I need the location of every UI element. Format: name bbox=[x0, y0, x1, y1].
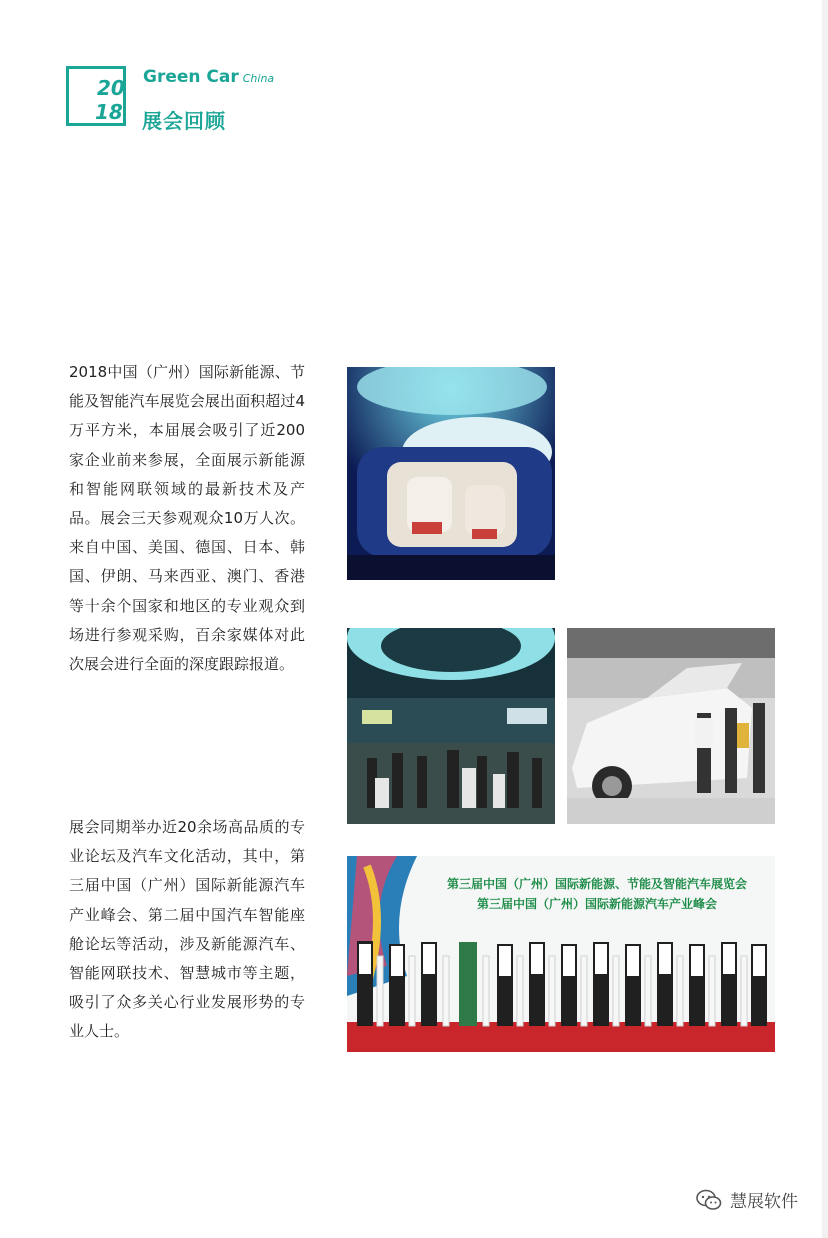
logo-year-box bbox=[66, 66, 126, 126]
banner-line-1: 第三届中国（广州）国际新能源、节能及智能汽车展览会 bbox=[446, 877, 748, 891]
events-paragraph: 展会同期举办近20余场高品质的专业论坛及汽车文化活动，其中，第三届中国（广州）国际新能源汽车产业峰会、第二届中国汽车智能座舱论坛等活动，涉及新能源汽车、智能网联技术、智慧城市等主题，吸引了众多关心行业发展形势的专业人士。 bbox=[69, 818, 305, 1041]
photo-concept-car bbox=[347, 367, 555, 580]
logo-year-bottom: 18 bbox=[95, 100, 123, 124]
brand-main: Green Car bbox=[143, 67, 239, 87]
watermark-text: 慧展软件 bbox=[730, 1192, 798, 1212]
watermark bbox=[696, 1187, 798, 1212]
photo-exhibition-hall bbox=[347, 628, 555, 824]
brand-sub: China bbox=[242, 72, 275, 85]
section-title: 展会回顾 bbox=[142, 109, 226, 133]
logo-year-top: 20 bbox=[97, 76, 125, 100]
banner-line-2: 第三届中国（广州）国际新能源汽车产业峰会 bbox=[476, 897, 718, 911]
wechat-icon bbox=[696, 1189, 722, 1211]
page-edge bbox=[822, 0, 828, 1238]
intro-paragraph: 2018中国（广州）国际新能源、节能及智能汽车展览会展出面积超过4万平方米，本届展会吸引了近200家企业前来参展，全面展示新能源和智能网联领域的最新技术及产品。展会三天参观观众10万人次。来自中国、美国、德国、日本、韩国、伊朗、马来西亚、澳门、香港等十余个国家和地区的专业观众到场进行参观采购，百余家媒体对此次展会进行全面的深度跟踪报道。 bbox=[69, 363, 305, 674]
brand-title bbox=[143, 67, 274, 87]
photo-summit-ceremony bbox=[347, 856, 775, 1052]
photo-white-suv bbox=[567, 628, 775, 824]
